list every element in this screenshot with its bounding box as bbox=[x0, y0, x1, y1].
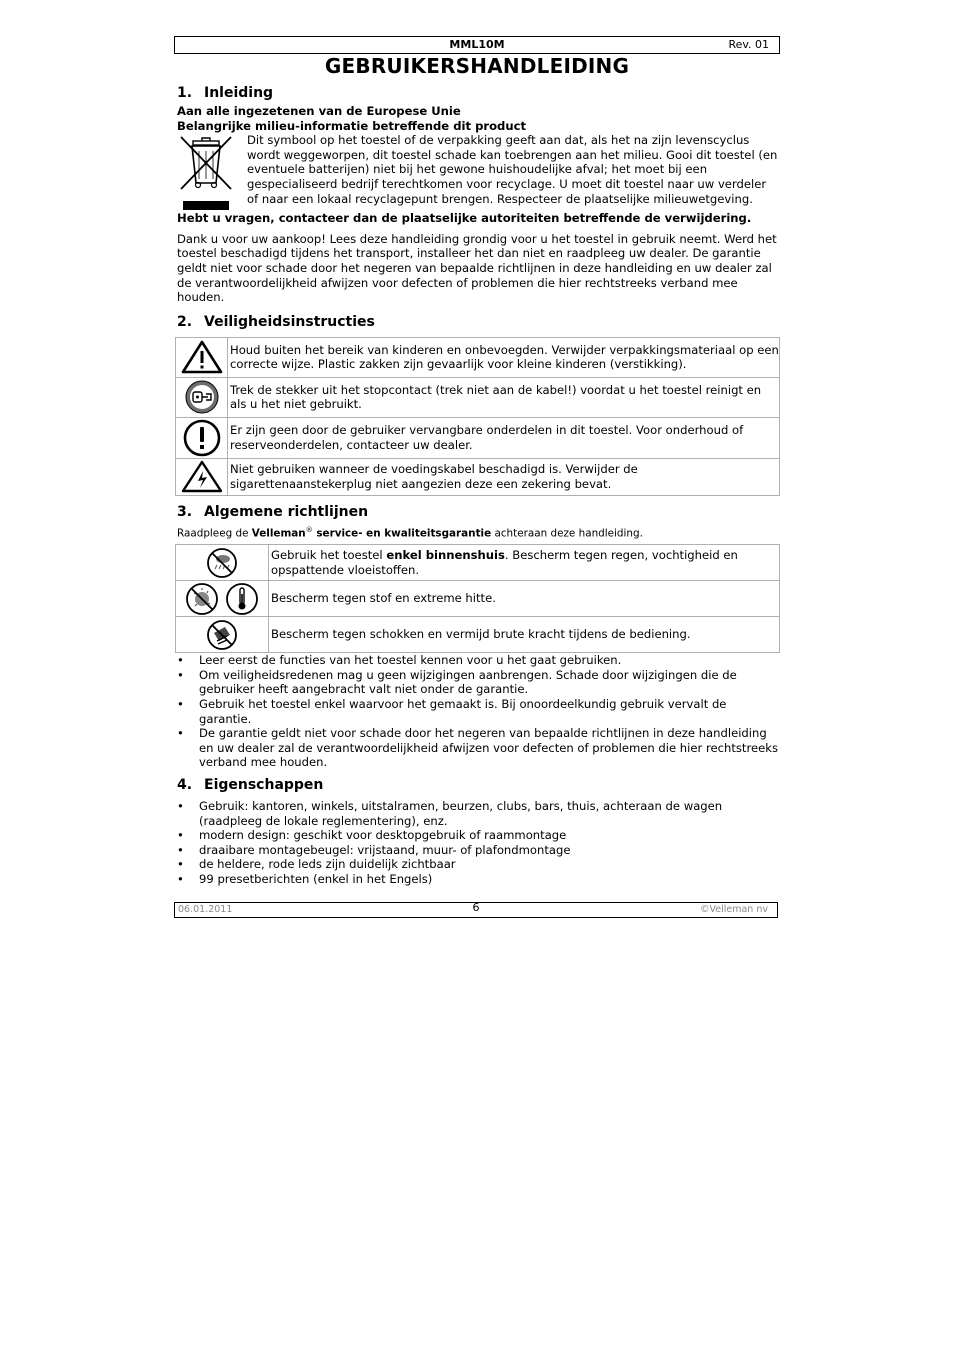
thermometer-icon bbox=[224, 582, 260, 616]
table-row bbox=[176, 617, 780, 653]
safety-text: Er zijn geen door de gebruiker vervangbare onderdelen in dit toestel. Voor onderhoud of reserveonderdelen, contacteer uw dealer. bbox=[228, 417, 780, 458]
weee-bin-icon bbox=[174, 133, 247, 211]
environment-info-heading: Belangrijke milieu-informatie betreffende dit product bbox=[177, 118, 527, 133]
list-item: • 99 presetberichten (enkel in het Engels) bbox=[177, 871, 433, 886]
page-title: GEBRUIKERSHANDLEIDING bbox=[324, 54, 630, 78]
manual-page bbox=[174, 36, 780, 887]
section-heading-veiligheid: 2. Veiligheidsinstructies bbox=[177, 313, 375, 330]
table-row bbox=[176, 545, 780, 581]
page-footer bbox=[174, 902, 778, 918]
list-item: • Om veiligheidsredenen mag u geen wijzigingen aanbrengen. Schade door wijzigingen die de gebruiker heeft aangebracht valt niet onder de garantie. bbox=[177, 667, 737, 697]
section-heading-eigenschappen: 4. Eigenschappen bbox=[177, 776, 324, 793]
safety-table bbox=[175, 337, 780, 496]
section-heading-inleiding: 1. Inleiding bbox=[177, 85, 274, 101]
list-item: • de heldere, rode leds zijn duidelijk zichtbaar bbox=[177, 857, 456, 872]
guideline-text-shock: Bescherm tegen schokken en vermijd brute kracht tijdens de bediening. bbox=[269, 617, 780, 653]
section-heading-richtlijnen: 3. Algemene richtlijnen bbox=[177, 503, 369, 520]
table-row bbox=[176, 377, 780, 417]
weee-text: Dit symbool op het toestel of de verpakking geeft aan dat, als het na zijn levenscyclus wordt weggeworpen, dit toestel schade kan toebrengen aan het milieu. Gooi dit toestel (en eventuele batterijen) niet bij het gewone huishoudelijke afval; het moet bij een gespecialiseerd bedrijf terechtkomen voor recyclage. U moet dit toestel naar uw verdeler of naar een lokaal recyclagepunt brengen. Respecteer de plaatselijke milieuwetgeving. bbox=[247, 133, 778, 206]
intro-paragraph: Dank u voor uw aankoop! Lees deze handleiding grondig voor u het toestel in gebruik neemt. Werd het toestel beschadigd tijdens het transport, installeer het dan niet en raadpleeg uw dealer. De garantie geldt niet voor schade door het negeren van bepaalde richtlijnen in deze handleiding en uw dealer zal de verantwoordelijkheid afwijzen voor defecten of problemen die hier rechtstreeks verband mee houden. bbox=[177, 231, 777, 305]
table-row bbox=[176, 337, 780, 377]
no-shock-icon bbox=[176, 617, 269, 653]
list-item: • draaibare montagebeugel: vrijstaand, muur- of plafondmontage bbox=[177, 842, 571, 857]
safety-text: Houd buiten het bereik van kinderen en onbevoegden. Verwijder verpakkingsmateriaal op een correcte wijze. Plastic zakken zijn gevaarlijk voor kleine kinderen (verstikking). bbox=[228, 337, 780, 377]
eu-residents-heading: Aan alle ingezetenen van de Europese Unie bbox=[177, 104, 461, 118]
model-number: MML10M bbox=[449, 38, 505, 51]
list-item: • modern design: geschikt voor desktopgebruik of raammontage bbox=[177, 828, 567, 843]
unplug-icon bbox=[176, 377, 228, 417]
features-list bbox=[174, 799, 780, 887]
page-header bbox=[174, 36, 780, 54]
table-row bbox=[176, 458, 780, 495]
table-row bbox=[176, 581, 780, 617]
safety-text: Trek de stekker uit het stopcontact (trek niet aan de kabel!) voordat u het toestel reinigt en als u het niet gebruikt. bbox=[228, 377, 780, 417]
high-voltage-icon bbox=[176, 458, 228, 495]
list-item: • Gebruik het toestel enkel waarvoor het gemaakt is. Bij onoordeelkundig gebruik vervalt de garantie. bbox=[177, 697, 727, 726]
footer-date: 06.01.2011 bbox=[178, 904, 233, 915]
safety-text: Niet gebruiken wanneer de voedingskabel beschadigd is. Verwijder de sigarettenaanstekerplug niet aangezien deze een zekering bevat. bbox=[228, 458, 780, 495]
weee-block bbox=[174, 133, 780, 211]
list-item: • De garantie geldt niet voor schade door het negeren van bepaalde richtlijnen in deze handleiding en uw dealer zal de verantwoordelijkheid afwijzen voor defecten of problemen die hier rechtstreeks verband mee houden. bbox=[177, 726, 778, 770]
guidelines-intro: Raadpleeg de Velleman® service- en kwaliteitsgarantie achteraan deze handleiding. bbox=[177, 525, 643, 540]
page-number: 6 bbox=[472, 901, 480, 914]
guideline-text-dust-heat: Bescherm tegen stof en extreme hitte. bbox=[269, 581, 780, 617]
table-row bbox=[176, 417, 780, 458]
list-item: • Leer eerst de functies van het toestel kennen voor u het gaat gebruiken. bbox=[177, 653, 622, 668]
no-dust-icon bbox=[184, 582, 220, 616]
footer-copyright: ©Velleman nv bbox=[700, 904, 768, 915]
dust-heat-icons bbox=[176, 581, 269, 617]
no-rain-icon bbox=[176, 545, 269, 581]
guidelines-table bbox=[175, 544, 780, 653]
revision: Rev. 01 bbox=[728, 38, 769, 51]
warning-triangle-icon bbox=[176, 337, 228, 377]
disposal-contact-note: Hebt u vragen, contacteer dan de plaatselijke autoriteiten betreffende de verwijdering. bbox=[177, 211, 752, 226]
exclamation-circle-icon bbox=[176, 417, 228, 458]
guidelines-list bbox=[174, 653, 780, 770]
list-item: • Gebruik: kantoren, winkels, uitstalramen, beurzen, clubs, bars, thuis, achteraan de wagen (raadpleeg de lokale reglementering), enz. bbox=[177, 798, 723, 828]
guideline-text-indoor: Gebruik het toestel enkel binnenshuis. Bescherm tegen regen, vochtigheid en opspattende vloeistoffen. bbox=[269, 545, 780, 581]
